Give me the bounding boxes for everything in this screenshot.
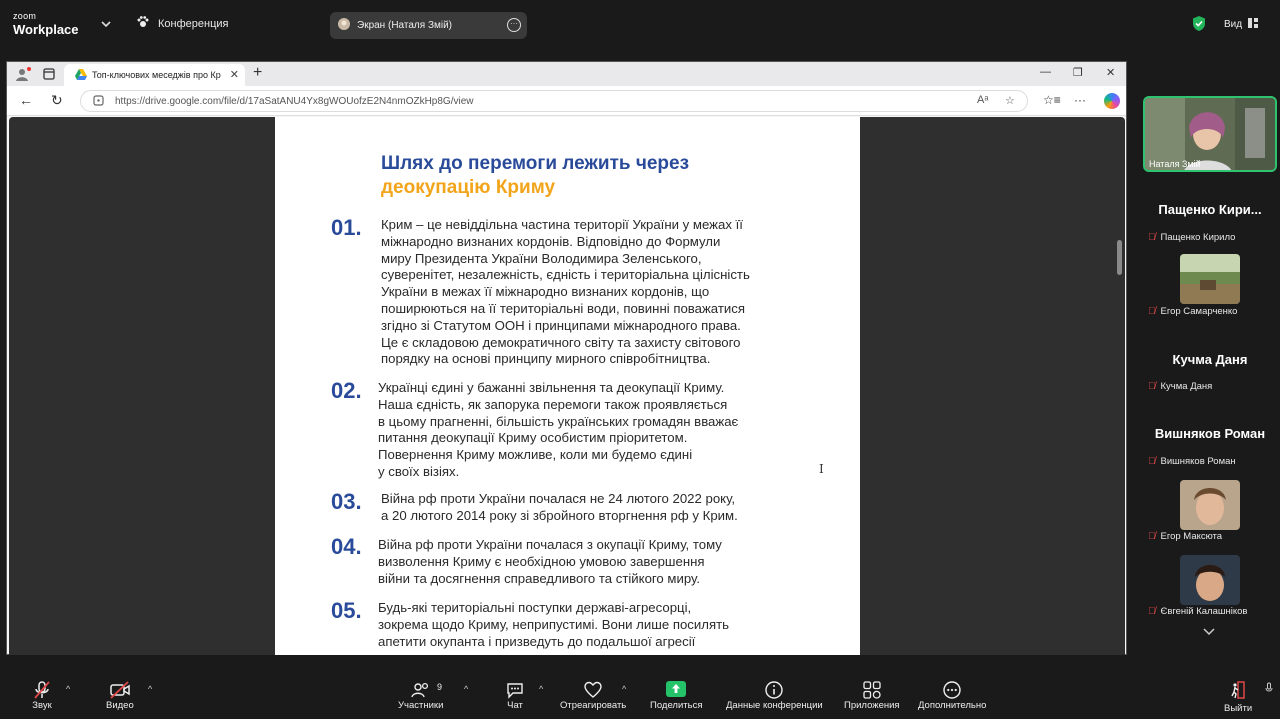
video-options-caret[interactable]: ^ xyxy=(148,684,153,694)
react-button[interactable] xyxy=(560,680,626,711)
mic-muted-icon: 🎙̸ xyxy=(1148,381,1156,392)
browser-tab-bar xyxy=(7,62,1126,86)
screen-share-indicator[interactable] xyxy=(330,12,527,39)
participants-count: 9 xyxy=(437,682,443,692)
browser-menu-icon[interactable]: ··· xyxy=(1074,93,1086,107)
participant-label xyxy=(1148,606,1247,617)
text-line: зокрема щодо Криму, неприпустимі. Вони лише посилять xyxy=(378,616,730,632)
video-label: Видео xyxy=(106,700,134,711)
participant-video[interactable] xyxy=(1180,555,1240,605)
text-line: у своїх візіях. xyxy=(378,463,460,479)
text-line: Наша єдність, як запорука перемоги також проявляється xyxy=(378,396,728,412)
google-drive-icon xyxy=(75,69,87,80)
item-text xyxy=(378,537,722,587)
participant-label xyxy=(1148,456,1236,467)
text-line: питання деокупації Криму особистим пріоритетом. xyxy=(378,430,688,446)
profile-icon[interactable] xyxy=(15,66,31,87)
participant-sub-name: Кучма Даня xyxy=(1160,381,1213,392)
mic-muted-icon: 🎙̸ xyxy=(1148,306,1156,317)
tab-actions-icon[interactable] xyxy=(43,67,55,85)
participant-label xyxy=(1148,531,1222,542)
info-icon xyxy=(764,680,784,700)
participant-name: Кучма Даня xyxy=(1172,352,1248,367)
leave-icon xyxy=(1228,680,1248,703)
audio-options-caret[interactable]: ^ xyxy=(66,684,71,694)
conference-label: Конференция xyxy=(158,17,229,30)
apps-label: Приложения xyxy=(844,700,900,711)
zoom-logo xyxy=(13,12,79,36)
paw-icon xyxy=(136,15,150,32)
participant-name: Вишняков Роман xyxy=(1154,426,1266,441)
participant-label xyxy=(1148,232,1235,243)
text-line: війни та досягнення справедливого та стійкого миру. xyxy=(378,570,700,586)
participant-name: Пащенко Кири... xyxy=(1158,202,1262,217)
text-line: Війна рф проти України почалася з окупації Криму, тому xyxy=(378,537,722,552)
grid-view-icon xyxy=(1248,18,1258,31)
read-aloud-icon[interactable]: Aᵃ xyxy=(977,94,989,106)
refresh-icon[interactable]: ↻ xyxy=(51,92,63,108)
chat-icon xyxy=(505,680,525,700)
zoom-top-bar xyxy=(0,0,1280,48)
boy-portrait xyxy=(1180,555,1240,605)
favorite-star-icon[interactable]: ☆ xyxy=(1005,95,1015,107)
address-bar-row xyxy=(7,86,1126,116)
mic-muted-icon: 🎙̸ xyxy=(1148,456,1156,467)
participants-icon xyxy=(410,680,432,700)
audio-label: Звук xyxy=(32,700,52,711)
text-line: Це є складовою демократичного світу та захисту світового xyxy=(381,334,741,350)
text-line: а 20 лютого 2014 року зі збройного вторгнення рф у Крим. xyxy=(381,507,738,523)
participants-options-caret[interactable]: ^ xyxy=(464,684,469,694)
more-icon xyxy=(942,680,962,700)
item-text xyxy=(381,491,738,525)
close-tab-icon[interactable]: ✕ xyxy=(229,69,239,81)
item-number: 03. xyxy=(331,489,362,514)
minimize-icon[interactable]: — xyxy=(1040,66,1051,78)
meeting-toolbar xyxy=(0,672,1280,719)
url-text: https://drive.google.com/file/d/17aSatANU4Yx8gWOUofzE2N4nmOZkHp8G/view xyxy=(115,95,474,107)
react-label: Отреагировать xyxy=(560,700,627,711)
video-off-icon xyxy=(109,680,131,700)
avatar-icon xyxy=(338,18,350,33)
audio-button[interactable] xyxy=(32,680,52,711)
video-button[interactable] xyxy=(106,680,134,711)
pdf-scrollbar[interactable] xyxy=(1117,240,1122,275)
boy-portrait xyxy=(1180,480,1240,530)
outdoor-photo xyxy=(1180,254,1240,304)
text-line: миру Президента України Володимира Зеленського, xyxy=(381,250,702,266)
item-text xyxy=(378,600,729,650)
share-screen-button[interactable] xyxy=(650,680,702,711)
copilot-icon[interactable] xyxy=(1104,93,1120,109)
text-line: в цьому прагненні, більшість українських громадян вважає xyxy=(378,413,739,429)
more-options-icon[interactable]: ··· xyxy=(507,18,521,32)
participant-sub-name: Вишняков Роман xyxy=(1160,456,1236,467)
close-window-icon[interactable]: ✕ xyxy=(1106,67,1116,79)
text-line: Повернення Криму можливе, коли ми будемо єдині xyxy=(378,447,693,463)
text-line: Будь-які територіальні поступки державі-агресорці, xyxy=(378,600,692,615)
text-line: міжнародно визнаних кордонів. Відповідно до Формули xyxy=(381,233,721,249)
participant-sub-name: Євгеній Калашніков xyxy=(1160,606,1248,617)
share-label: Поделиться xyxy=(650,700,703,711)
text-line: порядку на основі принципу мирного співробітництва. xyxy=(381,351,711,367)
mic-muted-icon xyxy=(32,680,52,700)
participant-label xyxy=(1148,381,1212,392)
apps-icon xyxy=(862,680,882,700)
chevron-down-icon[interactable] xyxy=(100,14,116,34)
zoom-brand-small: zoom xyxy=(13,11,37,21)
document-title-line2: деокупацію Криму xyxy=(381,177,556,198)
item-text xyxy=(381,217,750,368)
active-speaker-name: Наталя Змій xyxy=(1149,159,1201,169)
document-title xyxy=(381,152,689,200)
screen-share-label: Экран (Наталя Змій) xyxy=(357,20,452,31)
more-label: Дополнительно xyxy=(918,700,987,711)
leave-label: Выйти xyxy=(1224,703,1253,714)
new-tab-icon[interactable]: + xyxy=(253,64,263,81)
react-options-caret[interactable]: ^ xyxy=(622,684,627,694)
mic-muted-icon: 🎙̸ xyxy=(1148,531,1156,542)
text-cursor-icon: I xyxy=(819,462,824,476)
text-line: згідно зі Статутом ООН і принципами міжнародного права. xyxy=(381,317,741,333)
shield-check-icon[interactable] xyxy=(1191,15,1207,37)
text-line: поширюються на її територіальні води, повинні поважатися xyxy=(381,300,745,316)
item-number: 05. xyxy=(331,598,362,623)
view-label: Вид xyxy=(1224,19,1243,30)
item-number: 02. xyxy=(331,378,362,403)
document-page xyxy=(275,117,860,655)
chat-label: Чат xyxy=(507,700,523,711)
mic-muted-icon: 🎙̸ xyxy=(1148,232,1156,243)
favorites-list-icon[interactable]: ☆≡ xyxy=(1043,93,1061,107)
participants-sidebar xyxy=(1142,95,1278,655)
conference-menu[interactable] xyxy=(136,15,228,32)
chat-button[interactable] xyxy=(505,680,525,711)
shared-browser-window xyxy=(6,61,1127,655)
text-line: визволення Криму є необхідною умовою завершення xyxy=(378,553,705,569)
more-button[interactable] xyxy=(918,680,986,711)
heart-icon xyxy=(583,680,603,700)
active-speaker-tile[interactable] xyxy=(1143,96,1277,172)
mic-muted-icon: 🎙̸ xyxy=(1148,606,1156,617)
text-line: Війна рф проти України почалася не 24 лютого 2022 року, xyxy=(381,491,736,506)
participant-sub-name: Пащенко Кирило xyxy=(1160,232,1236,243)
lock-icon[interactable] xyxy=(93,95,104,109)
text-line: Українці єдині у бажанні звільнення та деокупації Криму. xyxy=(378,380,725,395)
back-icon[interactable]: ← xyxy=(19,92,33,108)
leave-options-icon[interactable] xyxy=(1265,682,1273,696)
participant-label xyxy=(1148,306,1237,317)
participant-sub-name: Егор Самарченко xyxy=(1160,306,1238,317)
share-screen-icon xyxy=(665,680,687,700)
participant-video[interactable] xyxy=(1180,480,1240,530)
browser-tab[interactable] xyxy=(64,64,245,86)
url-bar[interactable] xyxy=(80,90,1028,112)
participant-sub-name: Егор Максюта xyxy=(1160,531,1223,542)
text-line: апетити окупанта і призведуть до подальшої агресії xyxy=(378,633,696,649)
item-number: 01. xyxy=(331,215,362,240)
item-text xyxy=(378,380,738,481)
meeting-info-button[interactable] xyxy=(726,680,823,711)
tab-title: Топ-ключових меседжів про Кр xyxy=(92,70,221,80)
info-label: Данные конференции xyxy=(726,700,823,711)
text-line: України в межах її міжнародно визнаних кордонів, що xyxy=(381,284,710,300)
document-title-line1: Шлях до перемоги лежить через xyxy=(381,153,690,174)
pdf-viewer xyxy=(9,117,1125,655)
participant-video[interactable] xyxy=(1180,254,1240,304)
apps-button[interactable] xyxy=(844,680,900,711)
view-button[interactable] xyxy=(1224,18,1258,31)
participants-label: Участники xyxy=(398,700,444,711)
chevron-down-icon[interactable] xyxy=(1202,627,1216,640)
chat-options-caret[interactable]: ^ xyxy=(539,684,544,694)
text-line: Крим – це невіддільна частина території України у межах її xyxy=(381,217,743,232)
maximize-icon[interactable]: ❐ xyxy=(1073,67,1083,79)
text-line: суверенітет, незалежність, єдність і територіальна цілісність xyxy=(381,267,750,283)
zoom-brand-large: Workplace xyxy=(13,22,79,37)
item-number: 04. xyxy=(331,534,362,559)
leave-button[interactable] xyxy=(1224,680,1252,714)
